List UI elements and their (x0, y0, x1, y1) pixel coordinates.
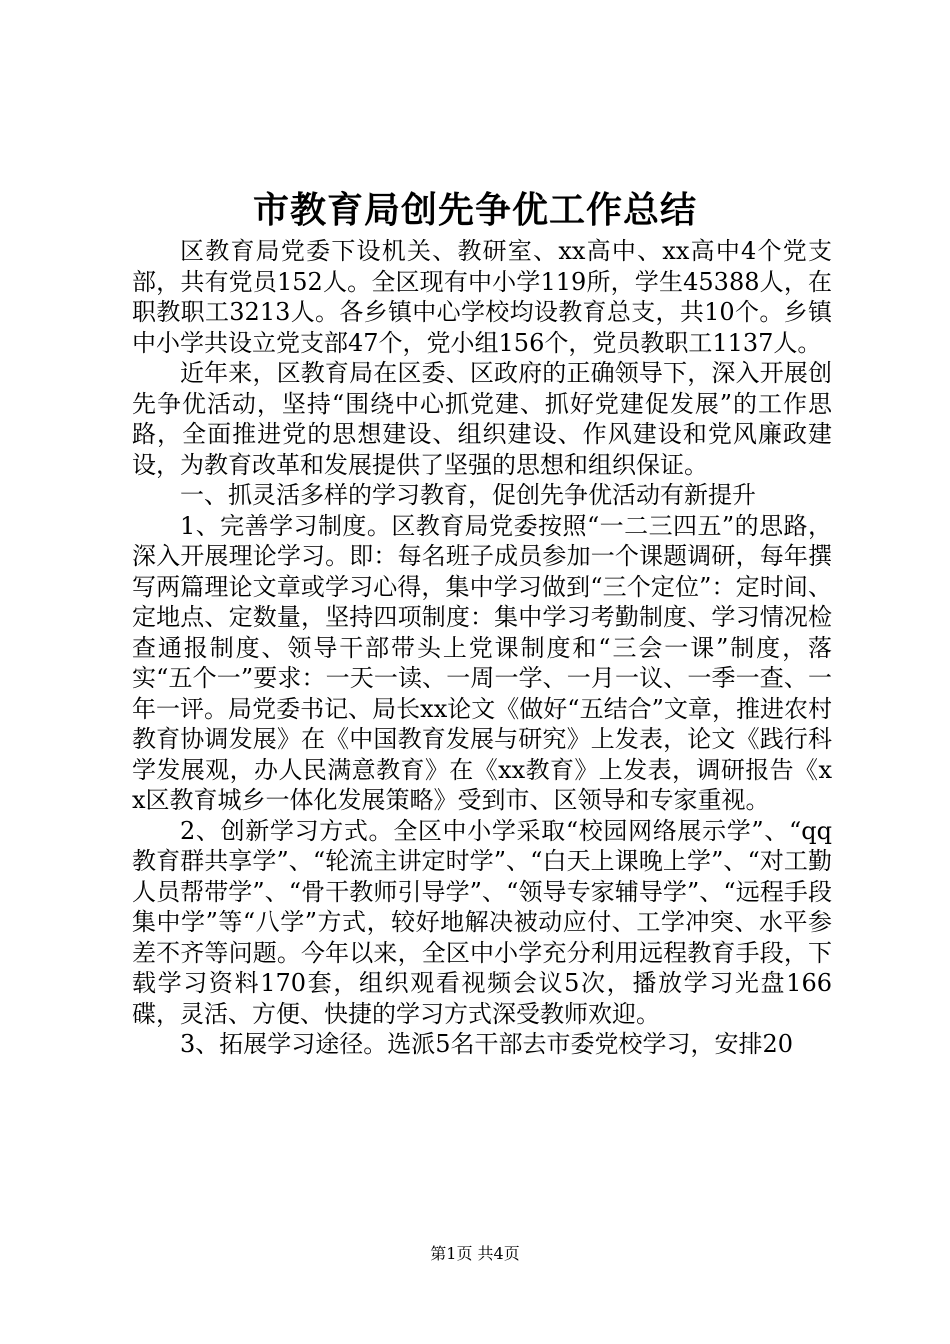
paragraph-recent-work: 近年来，区教育局在区委、区政府的正确领导下，深入开展创先争优活动，坚持“围绕中心抓党建、抓好党建促发展”的工作思路，全面推进党的思想建设、组织建设、作风建设和党风廉政建设，为教育改革和发展提供了坚强的思想和组织保证。 (132, 359, 832, 479)
paragraph-study-system: 1、完善学习制度。区教育局党委按照“一二三四五”的思路，深入开展理论学习。即：每名班子成员参加一个课题调研，每年撰写两篇理论文章或学习心得，集中学习做到“三个定位”：定时间、定地点、定数量，坚持四项制度：集中学习考勤制度、学习情况检查通报制度、领导干部带头上党课制度和“三会一课”制度，落实“五个一”要求：一天一读、一周一学、一月一议、一季一查、一年一评。局党委书记、局长xx论文《做好“五结合”文章，推进农村教育协调发展》在《中国教育发展与研究》上发表，论文《践行科学发展观，办人民满意教育》在《xx教育》上发表，调研报告《xx区教育城乡一体化发展策略》受到市、区领导和专家重视。 (132, 511, 832, 814)
section-heading-1: 一、抓灵活多样的学习教育，促创先争优活动有新提升 (180, 481, 756, 509)
paragraph-party-overview: 区教育局党委下设机关、教研室、xx高中、xx高中4个党支部，共有党员152人。全区现有中小学119所，学生45388人，在职教职工3213人。各乡镇中心学校均设教育总支，共10个。乡镇中小学共设立党支部47个，党小组156个，党员教职工1137人。 (132, 237, 832, 357)
document-body (132, 236, 832, 1060)
document-title: 市教育局创先争优工作总结 (252, 189, 697, 231)
page-footer: 第1页 共4页 (430, 1244, 520, 1263)
paragraph-study-channels: 3、拓展学习途径。选派5名干部去市委党校学习，安排20 (180, 1030, 794, 1058)
paragraph-study-methods: 2、创新学习方式。全区中小学采取“校园网络展示学”、“qq教育群共享学”、“轮流主讲定时学”、“白天上课晚上学”、“对工勤人员帮带学”、“骨干教师引导学”、“领导专家辅导学”、“远程手段集中学”等“八学”方式，较好地解决被动应付、工学冲突、水平参差不齐等问题。今年以来，全区中小学充分利用远程教育手段，下载学习资料170套，组织观看视频会议5次，播放学习光盘166碟，灵活、方便、快捷的学习方式深受教师欢迎。 (132, 816, 832, 1028)
